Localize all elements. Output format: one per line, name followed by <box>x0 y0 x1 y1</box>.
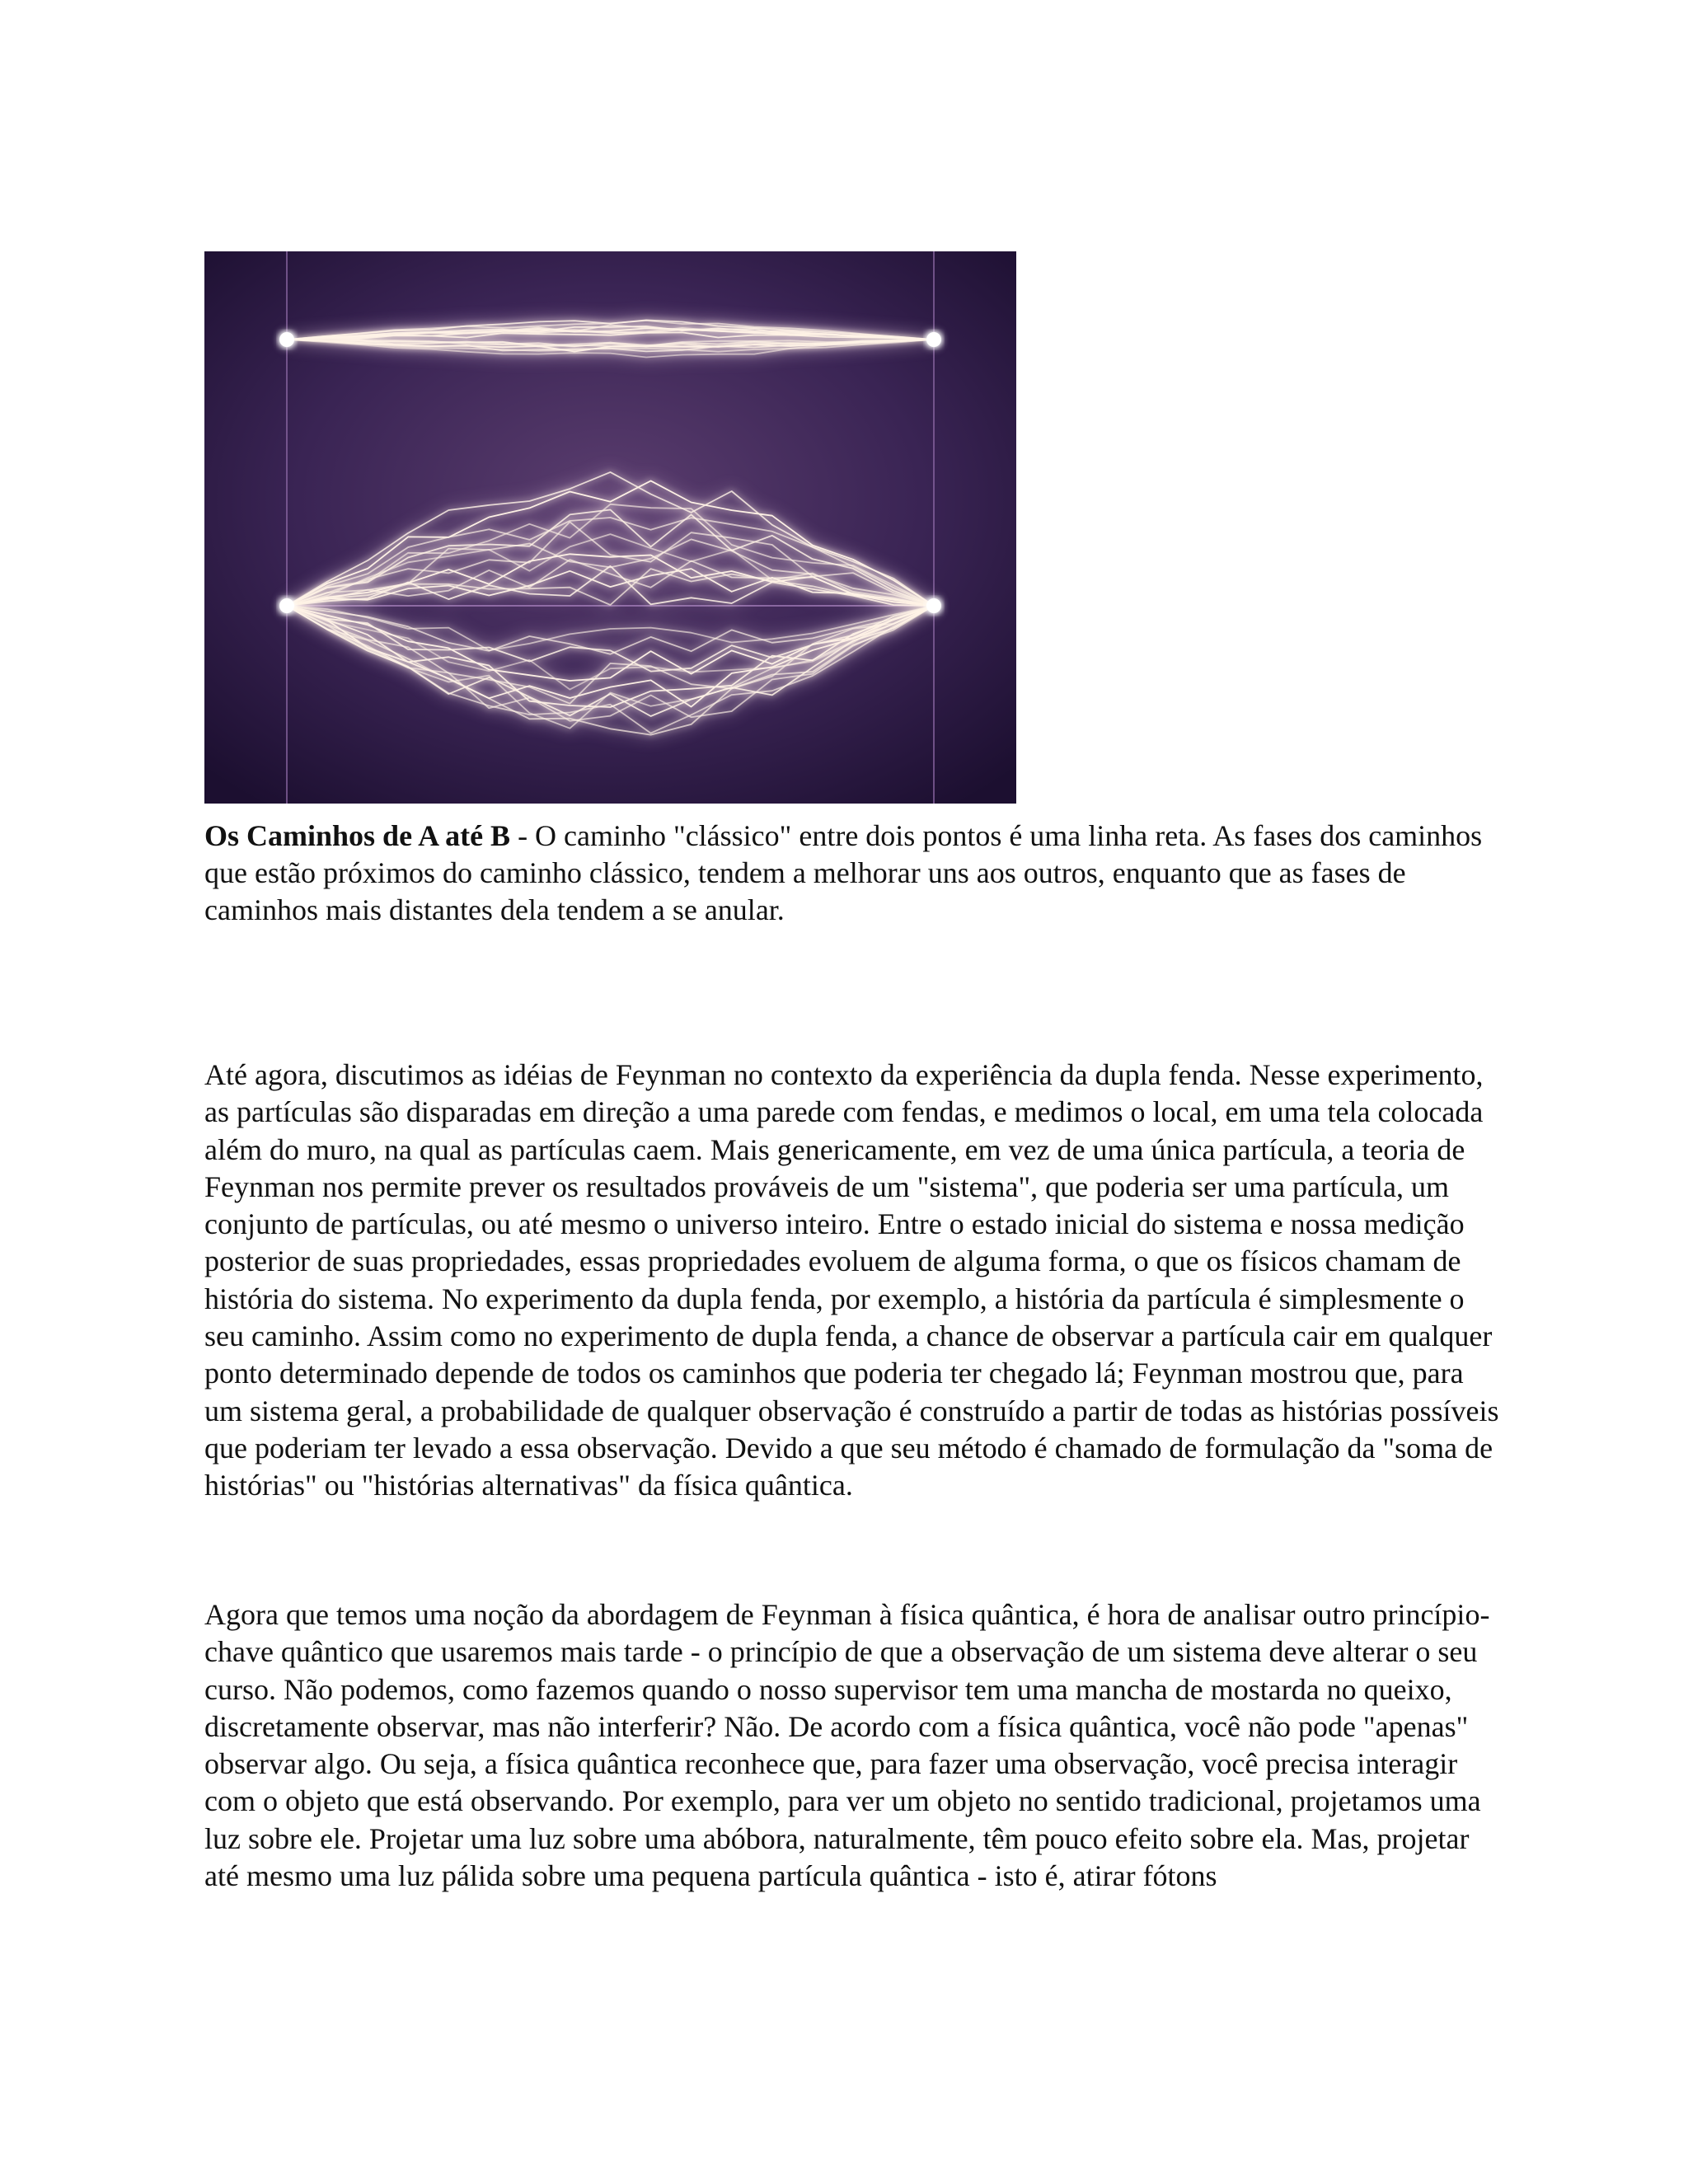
path-endpoint <box>926 332 941 347</box>
path-endpoint <box>926 598 941 613</box>
caption-title: Os Caminhos de A até B <box>204 819 511 852</box>
body-paragraph-2: Agora que temos uma noção da abordagem de Feynman à física quântica, é hora de analisar outro princípio-chave quântico que usaremos mais tarde - o princípio de que a observação de um sistema deve alterar o seu curso. Não podemos, como fazemos quando o nosso supervisor tem uma mancha de mostarda no queixo, discretamente observar, mas não interferir? Não. De acordo com a física quântica, você não pode "apenas" observar algo. Ou seja, a física quântica reconhece que, para fazer uma observação, você precisa interagir com o objeto que está observando. Por exemplo, para ver um objeto no sentido tradicional, projetamos uma luz sobre ele. Projetar uma luz sobre uma abóbora, naturalmente, têm pouco efeito sobre ela. Mas, projetar até mesmo uma luz pálida sobre uma pequena partícula quântica - isto é, atirar fótons <box>204 1598 1490 1893</box>
body-paragraph-1: Até agora, discutimos as idéias de Feynman no contexto da experiência da dupla fenda. Nesse experimento, as partículas são disparadas em direção a uma parede com fendas, e medimos o local, em uma tela colocada além do muro, na qual as partículas caem. Mais genericamente, em vez de uma única partícula, a teoria de Feynman nos permite prever os resultados prováveis de um "sistema", que poderia ser uma partícula, um conjunto de partículas, ou até mesmo o universo inteiro. Entre o estado inicial do sistema e nossa medição posterior de suas propriedades, essas propriedades evoluem de alguma forma, o que os físicos chamam de história do sistema. No experimento da dupla fenda, por exemplo, a história da partícula é simplesmente o seu caminho. Assim como no experimento de dupla fenda, a chance de observar a partícula cair em qualquer ponto determinado depende de todos os caminhos que poderia ter chegado lá; Feynman mostrou que, para um sistema geral, a probabilidade de qualquer observação é construído a partir de todas as histórias possíveis que poderiam ter levado a essa observação. Devido a que seu método é chamado de formulação da "soma de histórias" ou "histórias alternativas" da física quântica. <box>204 1058 1499 1502</box>
caption-text: - O caminho "clássico" entre dois pontos é uma linha reta. As fases dos caminhos que estão próximos do caminho clássico, tendem a melhorar uns aos outros, enquanto que as fases de caminhos mais distantes dela tendem a se anular. <box>204 819 1483 926</box>
feynman-paths-illustration-icon <box>204 251 1016 804</box>
path-endpoint <box>279 598 294 613</box>
feynman-paths-figure <box>204 251 1016 804</box>
path-endpoint <box>279 332 294 347</box>
figure-caption <box>204 818 1507 929</box>
